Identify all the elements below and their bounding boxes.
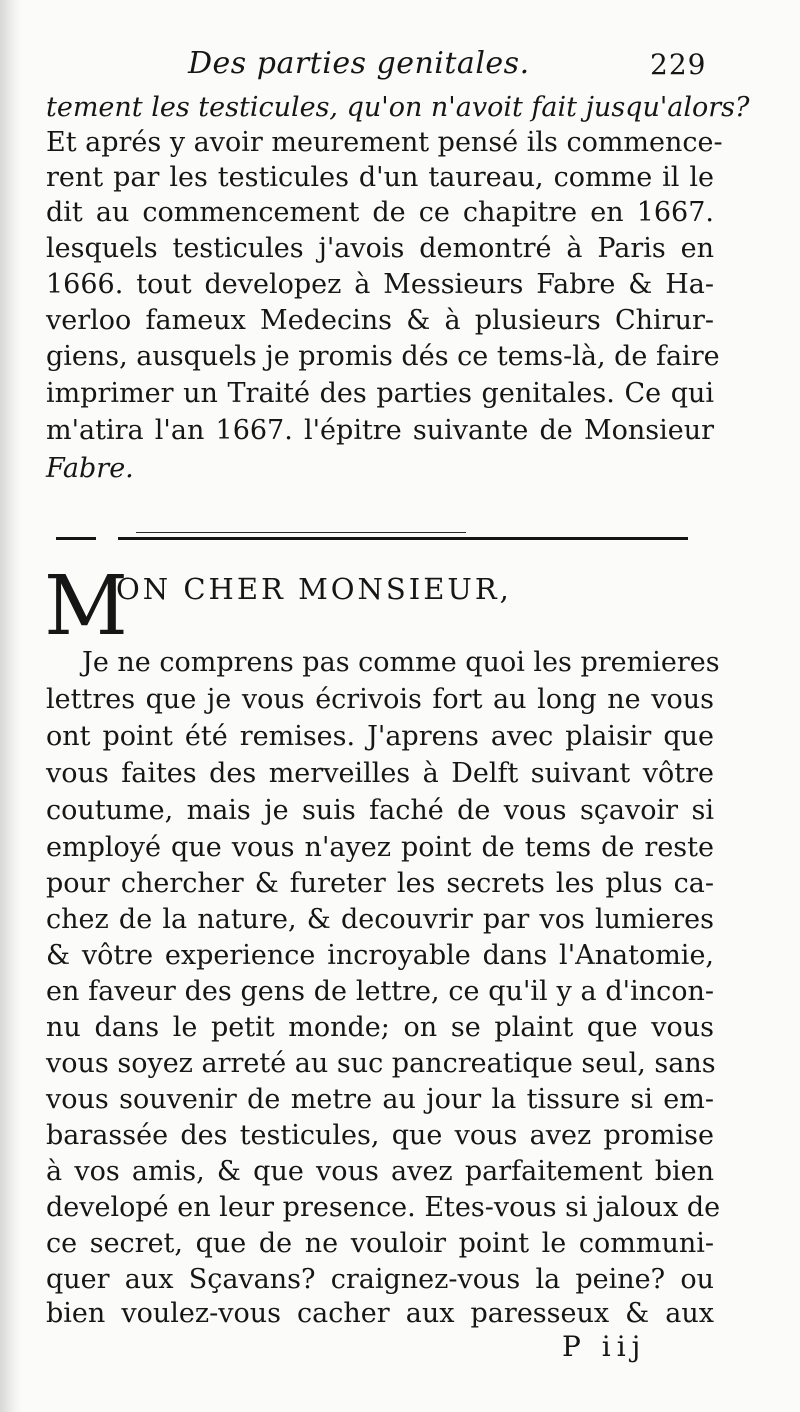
text-line: bien voulez-vous cacher aux paresseux & aux <box>46 1298 714 1329</box>
running-title: Des parties genitales. <box>188 46 530 81</box>
text-line: barassée des testicules, que vous avez promise <box>46 1120 714 1151</box>
text-line: quer aux Sçavans? craignez-vous la peine? ou <box>46 1264 714 1295</box>
signature-mark: P iij <box>562 1330 647 1363</box>
page-header <box>0 46 800 86</box>
text-line: & vôtre experience incroyable dans l'Anatomie, <box>46 940 714 971</box>
text-line: giens, ausquels je promis dés ce tems-là, de faire <box>46 341 720 372</box>
divider-rule <box>56 537 96 540</box>
text-line: Je ne comprens pas comme quoi les premieres <box>82 647 720 678</box>
text-line: à vos amis, & que vous avez parfaitement bien <box>46 1156 714 1187</box>
text-line: lesquels testicules j'avois demontré à Paris en <box>46 233 714 264</box>
text-line: dit au commencement de ce chapitre en 1667. <box>46 197 714 228</box>
text-line: Et aprés y avoir meurement pensé ils commence- <box>46 127 723 158</box>
text-line: rent par les testicules d'un taureau, comme il le <box>46 162 714 193</box>
text-line: vous soyez arreté au suc pancreatique seul, sans <box>46 1048 716 1079</box>
text-line: en faveur des gens de lettre, ce qu'il y a d'incon- <box>46 976 714 1007</box>
text-line: m'atira l'an 1667. l'épitre suivante de Monsieur <box>46 415 714 446</box>
text-line: ont point été remises. J'aprens avec plaisir que <box>46 721 714 752</box>
text-line: employé que vous n'ayez point de tems de reste <box>46 832 714 863</box>
divider-rule <box>118 537 488 540</box>
drop-cap: M <box>44 559 128 654</box>
text-line: ce secret, que de ne vouloir point le communi- <box>46 1228 714 1259</box>
text-line: vous faites des merveilles à Delft suivant vôtre <box>46 758 714 789</box>
salutation: ON CHER MONSIEUR, <box>116 572 512 606</box>
divider-rule-thin <box>136 532 466 533</box>
text-line: Fabre. <box>46 453 134 484</box>
text-line: chez de la nature, & decouvrir par vos lumieres <box>46 904 714 935</box>
page-number: 229 <box>650 48 707 81</box>
divider-rule <box>454 537 688 540</box>
text-line: 1666. tout developez à Messieurs Fabre & Ha- <box>46 269 714 300</box>
text-line: developé en leur presence. Etes-vous si jaloux de <box>46 1192 721 1223</box>
text-line: tement les testicules, qu'on n'avoit fait jusqu'alors? <box>46 92 750 123</box>
text-line: imprimer un Traité des parties genitales. Ce qui <box>46 378 714 409</box>
text-line: nu dans le petit monde; on se plaint que vous <box>46 1012 714 1043</box>
text-line: pour chercher & fureter les secrets les plus ca- <box>46 868 714 899</box>
text-line: verloo fameux Medecins & à plusieurs Chirur- <box>46 305 714 336</box>
text-line: lettres que je vous écrivois fort au long ne vous <box>46 684 714 715</box>
text-line: coutume, mais je suis faché de vous sçavoir si <box>46 795 714 826</box>
gutter-shadow <box>0 0 22 1412</box>
text-line: vous souvenir de metre au jour la tissure si em- <box>46 1084 714 1115</box>
section-divider <box>56 527 688 547</box>
